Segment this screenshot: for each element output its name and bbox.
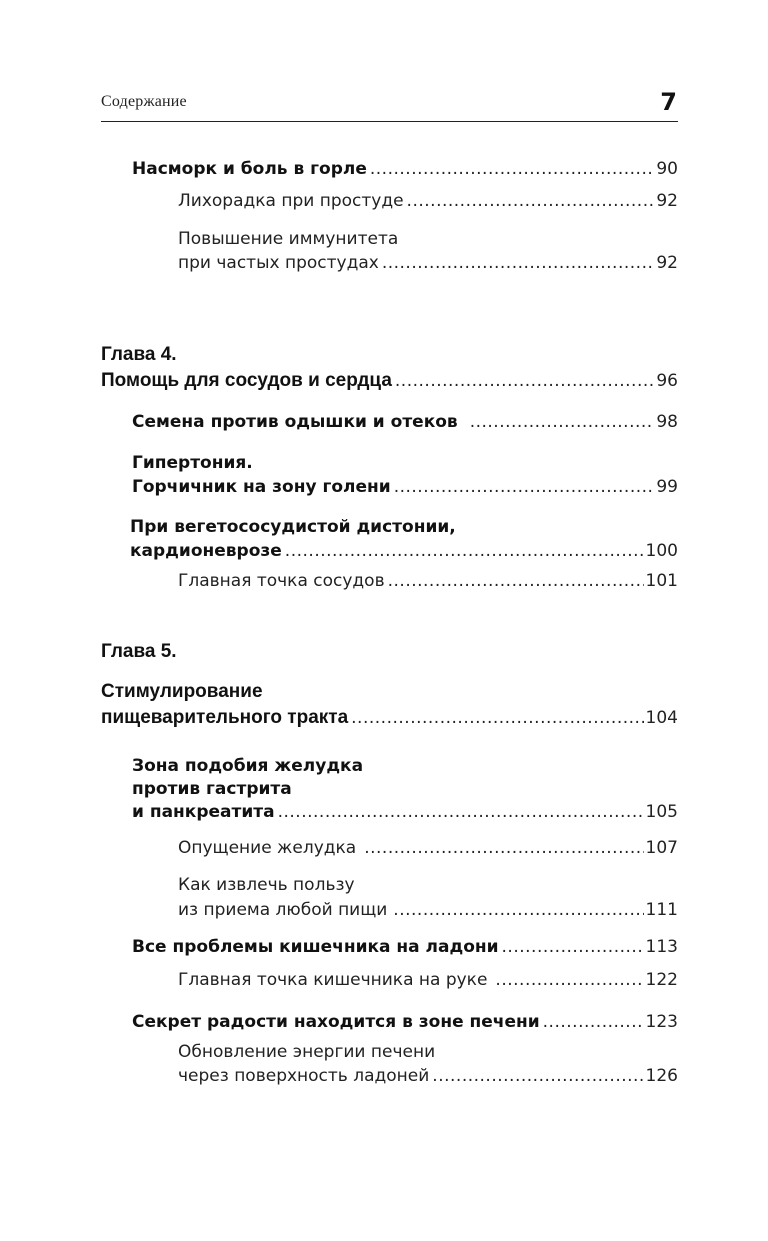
toc-leader-dots — [370, 157, 654, 181]
toc-entry-title: Зона подобия желудка — [132, 756, 364, 776]
toc-entry-title: Горчичник на зону голени — [132, 477, 391, 497]
page-number: 7 — [660, 88, 677, 116]
toc-entry-title: и панкреатита — [132, 802, 275, 822]
toc-entry-stomach-zone[interactable] — [132, 800, 678, 824]
toc-entry-title: Лихорадка при простуде — [178, 191, 404, 211]
toc-leader-dots — [395, 369, 654, 393]
toc-entry-title: Как извлечь пользу — [178, 875, 355, 895]
toc-entry-page: 122 — [645, 970, 678, 990]
toc-entry-page: 96 — [656, 371, 678, 391]
toc-entry-title: Главная точка кишечника на руке — [178, 970, 488, 990]
toc-entry-intestine-palm[interactable] — [132, 935, 678, 959]
chapter-label: Глава 5. — [101, 641, 177, 662]
toc-entry-page: 105 — [645, 802, 678, 822]
toc-entry-page: 92 — [656, 253, 678, 273]
toc-entry-immunity-line1[interactable] — [178, 227, 678, 251]
toc-leader-dots — [543, 1010, 644, 1034]
toc-entry-page: 126 — [645, 1066, 678, 1086]
toc-entry-hypertension[interactable] — [132, 475, 678, 499]
toc-leader-dots — [351, 706, 643, 730]
toc-entry-title: через поверхность ладоней — [178, 1066, 430, 1086]
toc-chapter-5-line1[interactable] — [101, 680, 678, 704]
toc-entry-page: 92 — [656, 191, 678, 211]
toc-entry-page: 111 — [645, 900, 678, 920]
toc-entry-liver-energy[interactable] — [178, 1064, 678, 1088]
toc-entry-stomach-zone-line2[interactable] — [132, 777, 678, 801]
toc-chapter-4[interactable] — [101, 369, 678, 393]
toc-entry-title: Секрет радости находится в зоне печени — [132, 1012, 540, 1032]
toc-entry-immunity[interactable] — [178, 251, 678, 275]
toc-entry-dystonia[interactable] — [130, 539, 678, 563]
toc-leader-dots — [407, 189, 655, 213]
toc-entry-joy-liver[interactable] — [132, 1010, 678, 1034]
toc-entry-seeds[interactable] — [132, 410, 678, 434]
toc-entry-title: Обновление энергии печени — [178, 1042, 436, 1062]
toc-leader-dots — [393, 898, 643, 922]
header-divider — [101, 121, 678, 122]
toc-leader-dots — [394, 475, 655, 499]
toc-leader-dots — [502, 935, 644, 959]
toc-leader-dots — [285, 539, 644, 563]
toc-entry-fever[interactable] — [178, 189, 678, 213]
toc-entry-page: 104 — [645, 708, 678, 728]
toc-entry-runny-nose[interactable] — [132, 157, 678, 181]
toc-leader-dots — [278, 800, 644, 824]
toc-entry-intestine-point[interactable] — [178, 968, 678, 992]
toc-entry-liver-energy-line1[interactable] — [178, 1040, 678, 1064]
toc-leader-dots — [470, 410, 655, 434]
chapter-label: Глава 4. — [101, 344, 177, 365]
chapter-title: Стимулирование — [101, 681, 263, 702]
toc-leader-dots — [388, 569, 644, 593]
toc-entry-page: 123 — [645, 1012, 678, 1032]
toc-entry-food-benefit-line1[interactable] — [178, 873, 678, 897]
toc-entry-page: 113 — [645, 937, 678, 957]
toc-entry-page: 99 — [656, 477, 678, 497]
toc-entry-hypertension-line1[interactable] — [132, 451, 678, 475]
toc-entry-title: Насморк и боль в горле — [132, 159, 367, 179]
toc-leader-dots — [382, 251, 655, 275]
toc-entry-title: из приема любой пищи — [178, 900, 388, 920]
toc-entry-food-benefit[interactable] — [178, 898, 678, 922]
running-header-title: Содержание — [101, 93, 187, 110]
toc-entry-page: 98 — [656, 412, 678, 432]
toc-entry-title: При вегетососудистой дистонии, — [130, 517, 456, 537]
chapter-5-label — [101, 640, 678, 664]
toc-entry-title: кардионеврозе — [130, 541, 282, 561]
toc-leader-dots — [364, 836, 643, 860]
toc-entry-title: Главная точка сосудов — [178, 571, 385, 591]
toc-entry-page: 90 — [656, 159, 678, 179]
toc-entry-title: Опущение желудка — [178, 838, 357, 858]
toc-leader-dots — [432, 1064, 643, 1088]
toc-entry-title: Повышение иммунитета — [178, 229, 399, 249]
toc-entry-stomach-zone-line1[interactable] — [132, 754, 678, 778]
toc-entry-page: 100 — [645, 541, 678, 561]
toc-entry-title: Гипертония. — [132, 453, 253, 473]
toc-entry-gastroptosis[interactable] — [178, 836, 678, 860]
toc-entry-title: против гастрита — [132, 779, 292, 799]
toc-entry-page: 101 — [645, 571, 678, 591]
toc-entry-title: Все проблемы кишечника на ладони — [132, 937, 499, 957]
toc-entry-page: 107 — [645, 838, 678, 858]
toc-entry-title: при частых простудах — [178, 253, 379, 273]
chapter-title: пищеварительного тракта — [101, 707, 349, 728]
chapter-title: Помощь для сосудов и сердца — [101, 370, 392, 391]
toc-leader-dots — [495, 968, 643, 992]
toc-entry-dystonia-line1[interactable] — [130, 515, 678, 539]
toc-entry-title: Семена против одышки и отеков — [132, 412, 458, 432]
chapter-4-label — [101, 343, 678, 367]
toc-entry-vessels-point[interactable] — [178, 569, 678, 593]
toc-chapter-5[interactable] — [101, 706, 678, 730]
